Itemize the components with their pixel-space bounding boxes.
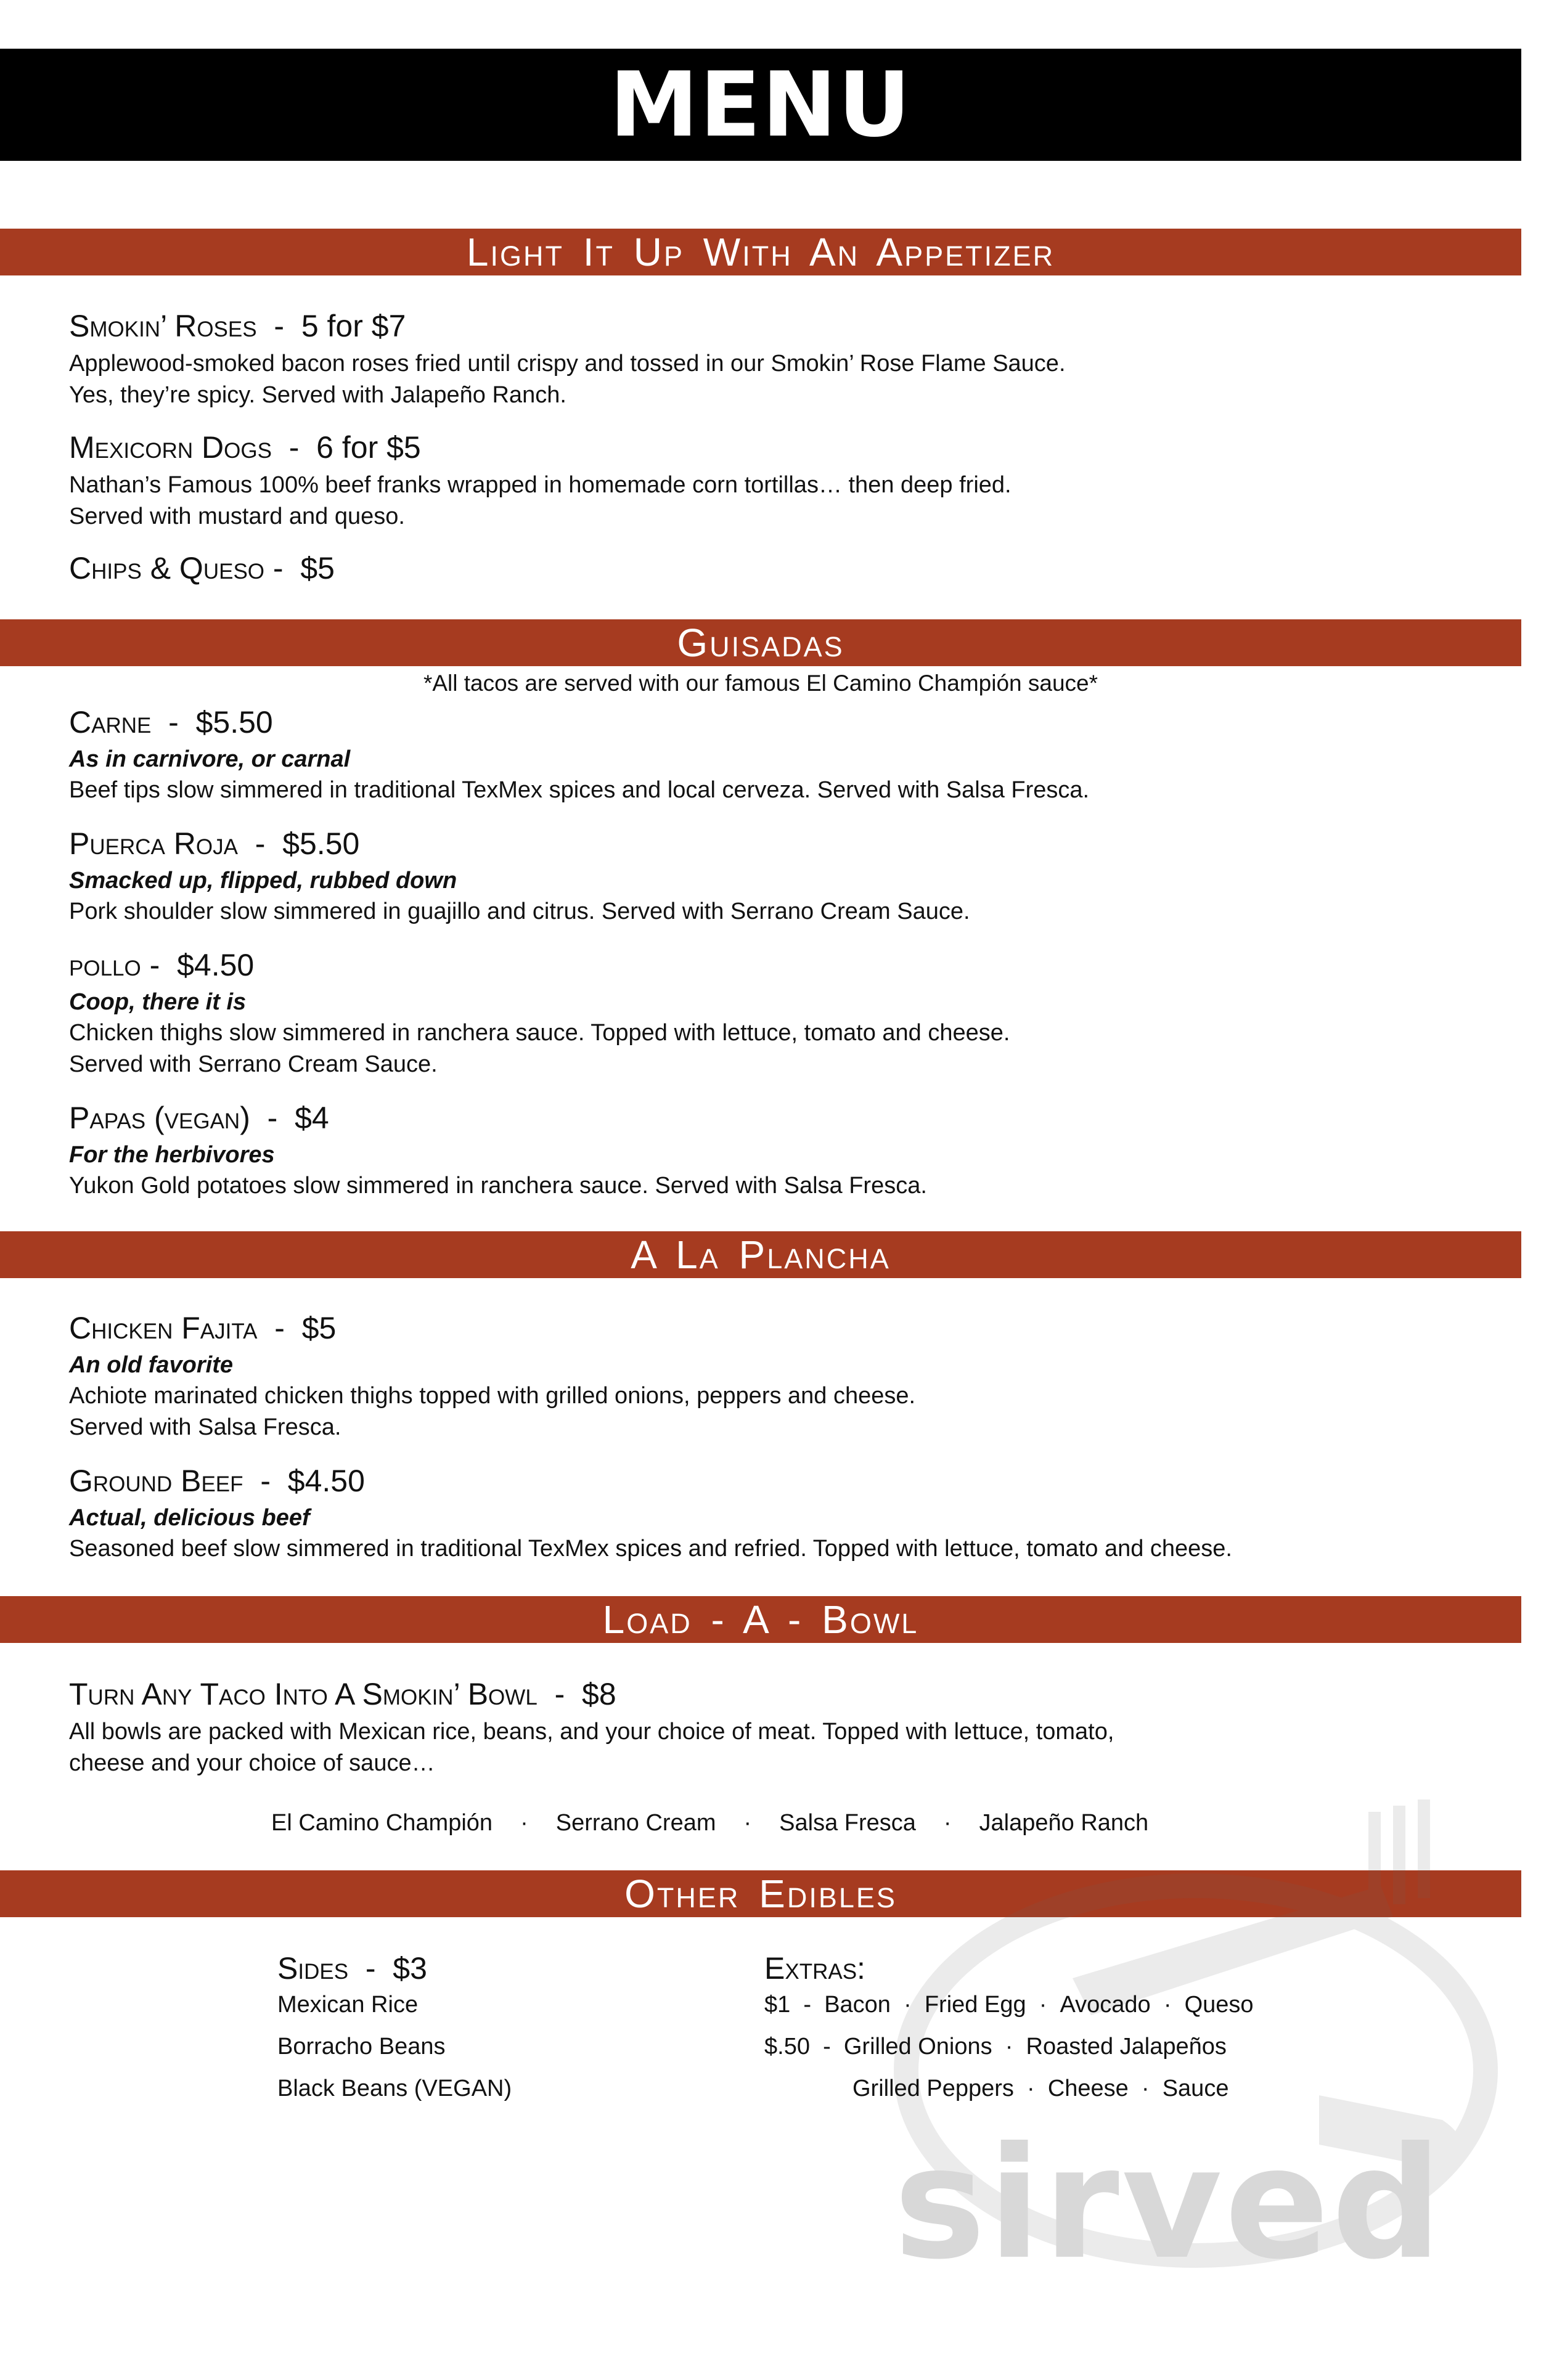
item-price: $5 (301, 1311, 337, 1345)
item-title-smokin-bowl: Turn Any Taco Into A Smokin’ Bowl - $8 (69, 1677, 616, 1711)
extras-line: $1 - Bacon · Fried Egg · Avocado · Queso (764, 1992, 1254, 2018)
section-heading-other: Other Edibles (0, 1870, 1521, 1917)
item-title-ground-beef: Ground Beef - $4.50 (69, 1464, 365, 1498)
item-tagline: As in carnivore, or carnal (69, 746, 351, 772)
menu-title: MENU (609, 52, 912, 157)
item-title-chips-queso: Chips & Queso - $5 (69, 551, 335, 585)
item-description: All bowls are packed with Mexican rice, beans, and your choice of meat. Topped with lettuce, tomato, cheese and your choice of sauce… (69, 1719, 1114, 1776)
side-item: Mexican Rice (277, 1992, 419, 2018)
item-description: Yukon Gold potatoes slow simmered in ranchera sauce. Served with Salsa Fresca. (69, 1173, 927, 1199)
item-price: 5 for $7 (301, 309, 406, 343)
sauce-options: El Camino Champión · Serrano Cream · Salsa Fresca · Jalapeño Ranch (271, 1810, 1149, 1836)
item-price: $5.50 (282, 826, 360, 861)
item-price: $5 (300, 551, 335, 585)
sides-price: $3 (393, 1951, 427, 1986)
side-item: Black Beans (VEGAN) (277, 2076, 512, 2101)
item-description: Nathan’s Famous 100% beef franks wrapped in homemade corn tortillas… then deep fried. Served with mustard and queso. (69, 472, 1012, 529)
extras-line: Grilled Peppers · Cheese · Sauce (852, 2076, 1229, 2101)
item-description: Chicken thighs slow simmered in ranchera sauce. Topped with lettuce, tomato and cheese. Served with Serrano Cream Sauce. (69, 1020, 1010, 1077)
item-description: Applewood-smoked bacon roses fried until crispy and tossed in our Smokin’ Rose Flame Sauce. Yes, they’re spicy. Served with Jalapeño Ranch. (69, 351, 1066, 408)
extras-title: Extras: (764, 1951, 865, 1986)
item-description: Pork shoulder slow simmered in guajillo and citrus. Served with Serrano Cream Sauce. (69, 899, 970, 924)
section-heading-guisadas: Guisadas (0, 619, 1521, 666)
item-description: Seasoned beef slow simmered in traditional TexMex spices and refried. Topped with lettuce, tomato and cheese. (69, 1536, 1232, 1562)
item-price: $8 (582, 1677, 616, 1711)
item-price: $5.50 (195, 705, 273, 740)
sauce-option: Serrano Cream (555, 1810, 716, 1836)
side-item: Borracho Beans (277, 2034, 446, 2060)
item-price: $4.50 (287, 1464, 365, 1498)
section-heading-plancha: A La Plancha (0, 1231, 1521, 1278)
item-title-mexicorn-dogs: Mexicorn Dogs - 6 for $5 (69, 430, 421, 465)
menu-title-banner (0, 49, 1521, 161)
item-tagline: For the herbivores (69, 1142, 275, 1168)
item-price: 6 for $5 (316, 430, 421, 465)
item-price: $4.50 (177, 948, 255, 982)
item-tagline: Smacked up, flipped, rubbed down (69, 868, 457, 894)
sides-title: Sides - $3 (277, 1951, 427, 1986)
item-tagline: Actual, delicious beef (69, 1505, 310, 1531)
item-title-pollo: pollo - $4.50 (69, 948, 255, 982)
sauce-option: Jalapeño Ranch (979, 1810, 1149, 1836)
item-title-chicken-fajita: Chicken Fajita - $5 (69, 1311, 337, 1345)
sauce-option: Salsa Fresca (779, 1810, 916, 1836)
item-title-carne: Carne - $5.50 (69, 705, 273, 740)
watermark-text: sirved (894, 2114, 1445, 2293)
item-tagline: An old favorite (69, 1352, 234, 1378)
sauce-option: El Camino Champión (271, 1810, 493, 1836)
item-description: Achiote marinated chicken thighs topped with grilled onions, peppers and cheese. Served with Salsa Fresca. (69, 1383, 916, 1440)
guisadas-note: *All tacos are served with our famous El Camino Champión sauce* (423, 670, 1098, 696)
item-price: $4 (295, 1101, 329, 1135)
item-title-puerca-roja: Puerca Roja - $5.50 (69, 826, 360, 861)
section-heading-appetizers: Light It Up With An Appetizer (0, 229, 1521, 275)
extras-line: $.50 - Grilled Onions · Roasted Jalapeños (764, 2034, 1227, 2060)
item-tagline: Coop, there it is (69, 989, 247, 1015)
section-heading-bowl: Load - A - Bowl (0, 1596, 1521, 1643)
item-title-smokin-roses: Smokin’ Roses - 5 for $7 (69, 309, 406, 343)
item-title-papas: Papas (vegan) - $4 (69, 1101, 329, 1135)
item-description: Beef tips slow simmered in traditional TexMex spices and local cerveza. Served with Salsa Fresca. (69, 777, 1090, 803)
